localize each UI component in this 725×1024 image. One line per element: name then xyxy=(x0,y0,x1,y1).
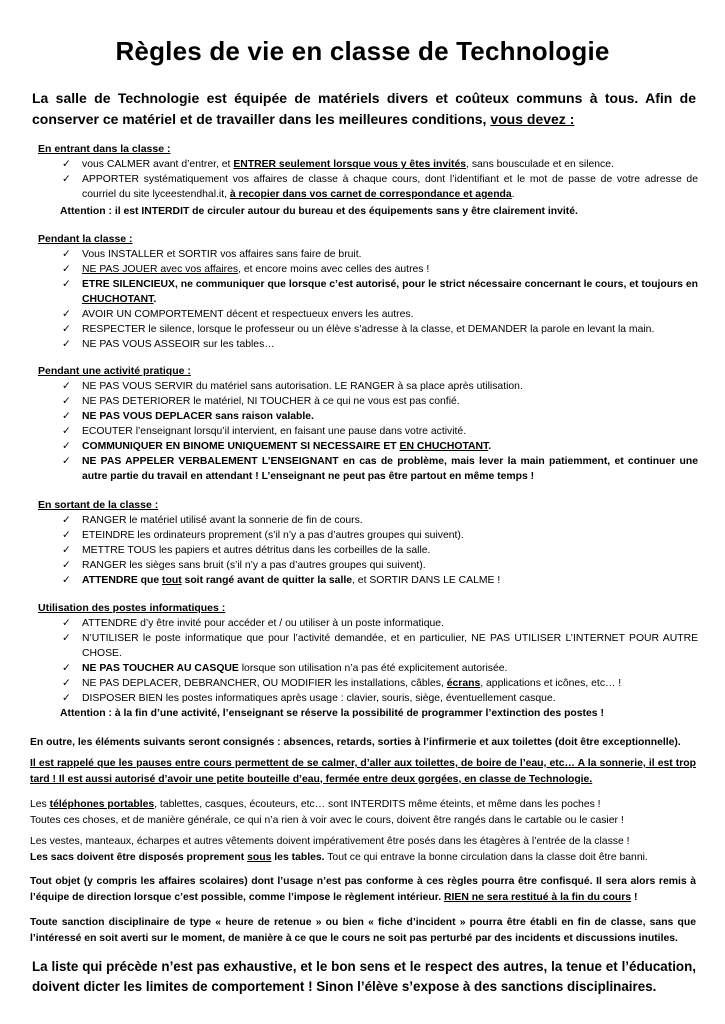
paragraph-pauses: Il est rappelé que les pauses entre cours permettent de se calmer, d’aller aux toilettes, de boire de l’eau, etc… A la sonnerie, il est trop tard ! Il est aussi autorisé d’avoir une petite bouteille d’eau, fermée entre deux gorgées, en classe de Technologie. xyxy=(30,758,696,785)
list-item xyxy=(62,409,698,424)
item-text: soit rangé avant de quitter la salle xyxy=(181,575,353,586)
checkmark-icon: ✓ xyxy=(62,395,71,407)
checkmark-icon: ✓ xyxy=(62,158,71,170)
list-item xyxy=(62,676,698,691)
item-text: N’UTILISER le poste informatique que pour l’activité demandée, et en particulier, NE PAS UTILISER L’INTERNET POUR AUTRE CHOSE. xyxy=(82,633,698,659)
paragraph-text: Toutes ces choses, et de manière générale, ce qui n’a rien à voir avec le cours, doivent être rangés dans le cartable ou le casier ! xyxy=(30,814,624,826)
item-text: APPORTER systématiquement vos affaires de classe à chaque cours, dont l’identifiant et le mot de passe de votre adresse de courriel du site lyceestendhal.it, xyxy=(82,174,698,200)
list-item xyxy=(62,379,698,394)
checkmark-icon: ✓ xyxy=(62,308,71,320)
item-text-emphasis: ENTRER seulement lorsque vous y êtes invités xyxy=(233,159,467,170)
item-text: NE PAS DEPLACER, DEBRANCHER, OU MODIFIER les installations, câbles, xyxy=(82,678,447,689)
paragraph-text: Les vestes, manteaux, écharpes et autres vêtements doivent impérativement être posés dans les étagères à l’entrée de la classe ! xyxy=(30,836,630,847)
list-item xyxy=(62,616,698,631)
checkmark-icon: ✓ xyxy=(62,338,71,350)
checkmark-icon: ✓ xyxy=(62,410,71,422)
checkmark-icon: ✓ xyxy=(62,677,71,689)
item-text: sans raison valable. xyxy=(212,411,314,422)
list-item xyxy=(62,543,698,558)
list-item xyxy=(62,573,698,588)
list-item xyxy=(62,439,698,454)
paragraph-text: Tout objet (y compris les affaires scolaires) dont l’usage n’est pas conforme à ces règles pourra être confisqué. Il sera alors remis à l’équipe de direction lorsque c’est possible, comme l’impose le règlement intérieur. xyxy=(30,876,696,903)
paragraph-text: , tablettes, casques, écouteurs, etc… sont INTERDITS même éteints, et même dans les poches ! xyxy=(154,799,601,810)
item-text: NE PAS DETERIORER le matériel, NI TOUCHER à ce qui ne vous est pas confié. xyxy=(82,396,460,407)
item-text: ETRE SILENCIEUX xyxy=(82,279,175,290)
list-item xyxy=(62,631,698,661)
list-item xyxy=(62,424,698,439)
checkmark-icon: ✓ xyxy=(62,278,71,290)
checkmark-icon: ✓ xyxy=(62,662,71,674)
paragraph-objets xyxy=(30,874,696,905)
item-text: NE PAS VOUS SERVIR du matériel sans autorisation. LE RANGER à sa place après utilisation. xyxy=(82,381,523,392)
intro-emphasis: vous devez : xyxy=(490,111,575,127)
paragraph-text: Tout ce qui entrave la bonne circulation dans la classe doit être banni. xyxy=(324,851,648,863)
checkmark-icon: ✓ xyxy=(62,440,71,452)
item-text: DISPOSER BIEN les postes informatiques après usage : clavier, souris, siège, éventuellement casque. xyxy=(82,693,556,704)
list-item xyxy=(62,247,698,262)
checkmark-icon: ✓ xyxy=(62,692,71,704)
checkmark-icon: ✓ xyxy=(62,173,71,185)
intro-text: La salle de Technologie est équipée de matériels divers et coûteux communs à tous. Afin de conserver ce matériel et de travailler dans les meilleures conditions, xyxy=(32,90,696,127)
item-text: . xyxy=(153,294,157,305)
checkmark-icon: ✓ xyxy=(62,263,71,275)
item-text: , sans bousculade et en silence. xyxy=(466,159,614,170)
item-text-emphasis: écrans xyxy=(446,678,481,689)
item-text: . xyxy=(488,441,492,452)
attention-note: Attention : à la fin d’une activité, l’enseignant se réserve la possibilité de programmer l’extinction des postes ! xyxy=(60,708,604,719)
list-item xyxy=(62,513,698,528)
item-text-emphasis: EN CHUCHOTANT xyxy=(399,441,489,452)
checkmark-icon: ✓ xyxy=(62,544,71,556)
list-item xyxy=(62,262,698,277)
item-text: RESPECTER le silence, lorsque le professeur ou un élève s’adresse à la classe, et DEMANDER la parole en levant la main. xyxy=(82,324,655,335)
paragraph-telephones xyxy=(30,797,696,828)
item-text-emphasis: CHUCHOTANT xyxy=(82,294,154,305)
list-item xyxy=(62,172,698,202)
checkmark-icon: ✓ xyxy=(62,617,71,629)
list-item xyxy=(62,157,698,172)
item-text: ETEINDRE les ordinateurs proprement (s’il n’y a pas d’autres groupes qui suivent). xyxy=(82,530,464,541)
list-item xyxy=(62,337,698,352)
paragraph-text: Les xyxy=(30,799,50,810)
section-title-activite: Pendant une activité pratique : xyxy=(38,365,191,377)
list-item xyxy=(62,394,698,409)
section-title-pendant: Pendant la classe : xyxy=(38,233,133,245)
paragraph-emphasis: téléphones portables xyxy=(49,799,155,810)
item-text: , et encore moins avec celles des autres ! xyxy=(238,264,430,275)
page-title: Règles de vie en classe de Technologie xyxy=(115,36,610,66)
item-text: , applications et icônes, etc… ! xyxy=(480,678,622,689)
item-text: RANGER les sièges sans bruit (s’il n’y a pas d’autres groupes qui suivent). xyxy=(82,560,426,571)
item-text: COMMUNIQUER EN BINOME UNIQUEMENT SI NECESSAIRE ET xyxy=(82,441,400,452)
item-text: NE PAS VOUS ASSEOIR sur les tables… xyxy=(82,339,275,350)
paragraph-sanction: Toute sanction disciplinaire de type « heure de retenue » ou bien « fiche d’incident » pourra être établi en fin de classe, sans que l’intéressé en soit averti sur le moment, de manière à ce que le cours ne soit pas perturbé par des incidents et discussions inutiles. xyxy=(30,917,696,944)
list-item xyxy=(62,528,698,543)
list-item xyxy=(62,277,698,307)
checkmark-icon: ✓ xyxy=(62,559,71,571)
list-item xyxy=(62,307,698,322)
list-item xyxy=(62,661,698,676)
paragraph-emphasis: RIEN ne sera restitué à la fin du cours xyxy=(444,891,632,903)
checkmark-icon: ✓ xyxy=(62,514,71,526)
item-text-emphasis: NE PAS TOUCHER AU CASQUE xyxy=(82,663,239,674)
item-text: AVOIR UN COMPORTEMENT décent et respectueux envers les autres. xyxy=(82,309,414,320)
list-item xyxy=(62,454,698,484)
item-text: RANGER le matériel utilisé avant la sonnerie de fin de cours. xyxy=(82,515,363,526)
item-text: Vous INSTALLER et SORTIR vos affaires sans faire de bruit. xyxy=(82,249,362,260)
paragraph-emphasis: Les sacs doivent être disposés proprement xyxy=(30,851,248,863)
item-text: . xyxy=(511,189,515,200)
checkmark-icon: ✓ xyxy=(62,455,71,467)
checkmark-icon: ✓ xyxy=(62,323,71,335)
item-text-emphasis: tout xyxy=(162,575,182,586)
checkmark-icon: ✓ xyxy=(62,529,71,541)
paragraph-emphasis: les tables. xyxy=(271,851,325,863)
checkmark-icon: ✓ xyxy=(62,380,71,392)
attention-note: Attention : il est INTERDIT de circuler autour du bureau et des équipements sans y être clairement invité. xyxy=(60,206,578,217)
item-text: lorsque son utilisation n’a pas été explicitement autorisée. xyxy=(238,663,508,674)
item-text: , ne communiquer que lorsque c’est autorisé, pour le strict nécessaire concernant le cours, et toujours en xyxy=(174,279,699,290)
paragraph-text: ! xyxy=(631,891,638,903)
item-text: , et SORTIR DANS LE CALME ! xyxy=(352,575,501,586)
item-text: METTRE TOUS les papiers et autres détritus dans les corbeilles de la salle. xyxy=(82,545,431,556)
paragraph-consignes: En outre, les éléments suivants seront consignés : absences, retards, sorties à l’infirmerie et aux toilettes (doit être exceptionnelle). xyxy=(30,737,681,748)
item-text: vous CALMER avant d’entrer, et xyxy=(82,159,234,170)
section-title-sortant: En sortant de la classe : xyxy=(38,499,159,511)
paragraph-vetements xyxy=(30,834,696,865)
item-text: NE PAS APPELER VERBALEMENT L’ENSEIGNANT en cas de problème, mais lever la main patiemment, et continuer une autre partie du travail en attendant ! L’enseignant ne peut pas être partout en même temps ! xyxy=(82,456,698,482)
conclusion-paragraph: La liste qui précède n’est pas exhaustive, et le bon sens et le respect des autres, la tenue et l’éducation, doivent dicter les limites de comportement ! Sinon l’élève s’expose à des sanctions disciplinaires. xyxy=(32,959,696,994)
item-text: ATTENDRE que xyxy=(82,575,163,586)
checkmark-icon: ✓ xyxy=(62,632,71,644)
checkmark-icon: ✓ xyxy=(62,425,71,437)
item-text-emphasis: NE PAS VOUS DEPLACER xyxy=(82,411,213,422)
item-text: ATTENDRE d’y être invité pour accéder et / ou utiliser à un poste informatique. xyxy=(82,618,444,629)
section-title-postes: Utilisation des postes informatiques : xyxy=(38,602,226,614)
section-title-entrant: En entrant dans la classe : xyxy=(38,143,171,155)
item-text: ECOUTER l’enseignant lorsqu’il intervient, en faisant une pause dans votre activité. xyxy=(82,426,467,437)
checkmark-icon: ✓ xyxy=(62,248,71,260)
list-item xyxy=(62,691,698,706)
list-item xyxy=(62,558,698,573)
item-text-emphasis: NE PAS JOUER avec vos affaires xyxy=(82,264,239,275)
intro-paragraph xyxy=(32,88,696,130)
checkmark-icon: ✓ xyxy=(62,574,71,586)
paragraph-emphasis: sous xyxy=(247,851,272,863)
item-text-emphasis: à recopier dans vos carnet de correspondance et agenda xyxy=(229,189,512,200)
list-item xyxy=(62,322,698,337)
